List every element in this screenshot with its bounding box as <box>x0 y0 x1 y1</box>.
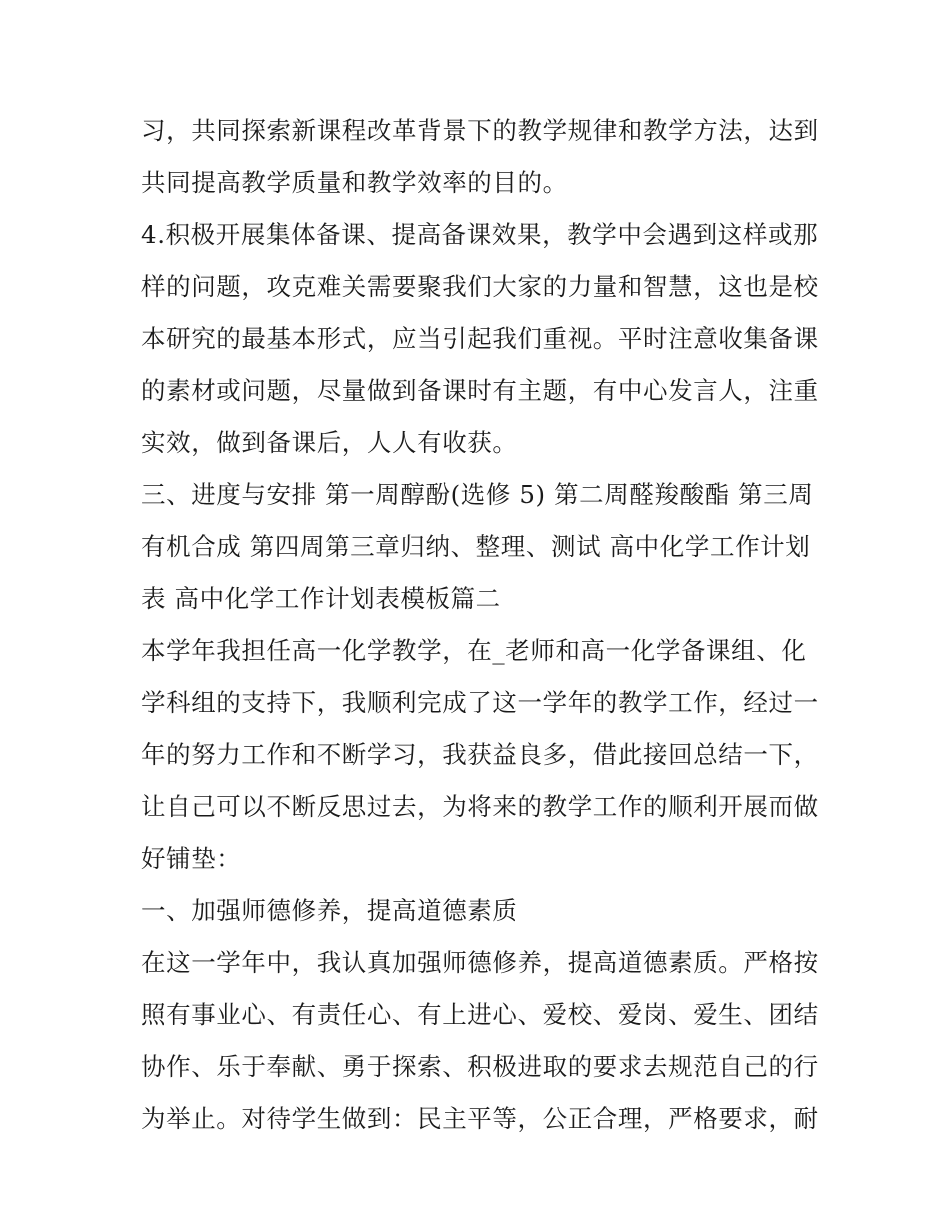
section-heading-line: 三、进度与安排 第一周醇酚(选修 5) 第二周醛羧酸酯 第三周 <box>141 480 814 509</box>
text-line: 在这一学年中，我认真加强师德修养，提高道德素质。严格按 <box>141 948 819 977</box>
section-heading-line: 一、加强师德修养，提高道德素质 <box>141 896 518 925</box>
text-line: 好铺垫： <box>141 844 242 873</box>
text-line: 学科组的支持下，我顺利完成了这一学年的教学工作，经过一 <box>141 688 819 717</box>
text-line: 为举止。对待学生做到：民主平等，公正合理，严格要求，耐 <box>141 1104 819 1133</box>
text-line: 共同提高教学质量和教学效率的目的。 <box>141 168 568 197</box>
text-line: 年的努力工作和不断学习，我获益良多，借此接回总结一下， <box>141 740 819 769</box>
text-line: 4.积极开展集体备课、提高备课效果，教学中会遇到这样或那 <box>141 220 819 249</box>
text-line: 本研究的最基本形式，应当引起我们重视。平时注意收集备课 <box>141 324 819 353</box>
document-body <box>141 105 821 1145</box>
text-line: 的素材或问题，尽量做到备课时有主题，有中心发言人，注重 <box>141 376 819 405</box>
text-line: 表 高中化学工作计划表模板篇二 <box>141 584 501 613</box>
text-line: 让自己可以不断反思过去，为将来的教学工作的顺利开展而做 <box>141 792 819 821</box>
text-line: 照有事业心、有责任心、有上进心、爱校、爱岗、爱生、团结 <box>141 1000 819 1029</box>
text-line: 协作、乐于奉献、勇于探索、积极进取的要求去规范自己的行 <box>141 1052 819 1081</box>
text-line: 实效，做到备课后，人人有收获。 <box>141 428 518 457</box>
text-line: 本学年我担任高一化学教学，在_老师和高一化学备课组、化 <box>141 636 807 665</box>
text-line: 样的问题，攻克难关需要聚我们大家的力量和智慧，这也是校 <box>141 272 819 301</box>
text-line: 有机合成 第四周第三章归纳、整理、测试 高中化学工作计划 <box>141 532 811 561</box>
text-line: 习，共同探索新课程改革背景下的教学规律和教学方法，达到 <box>141 116 819 145</box>
